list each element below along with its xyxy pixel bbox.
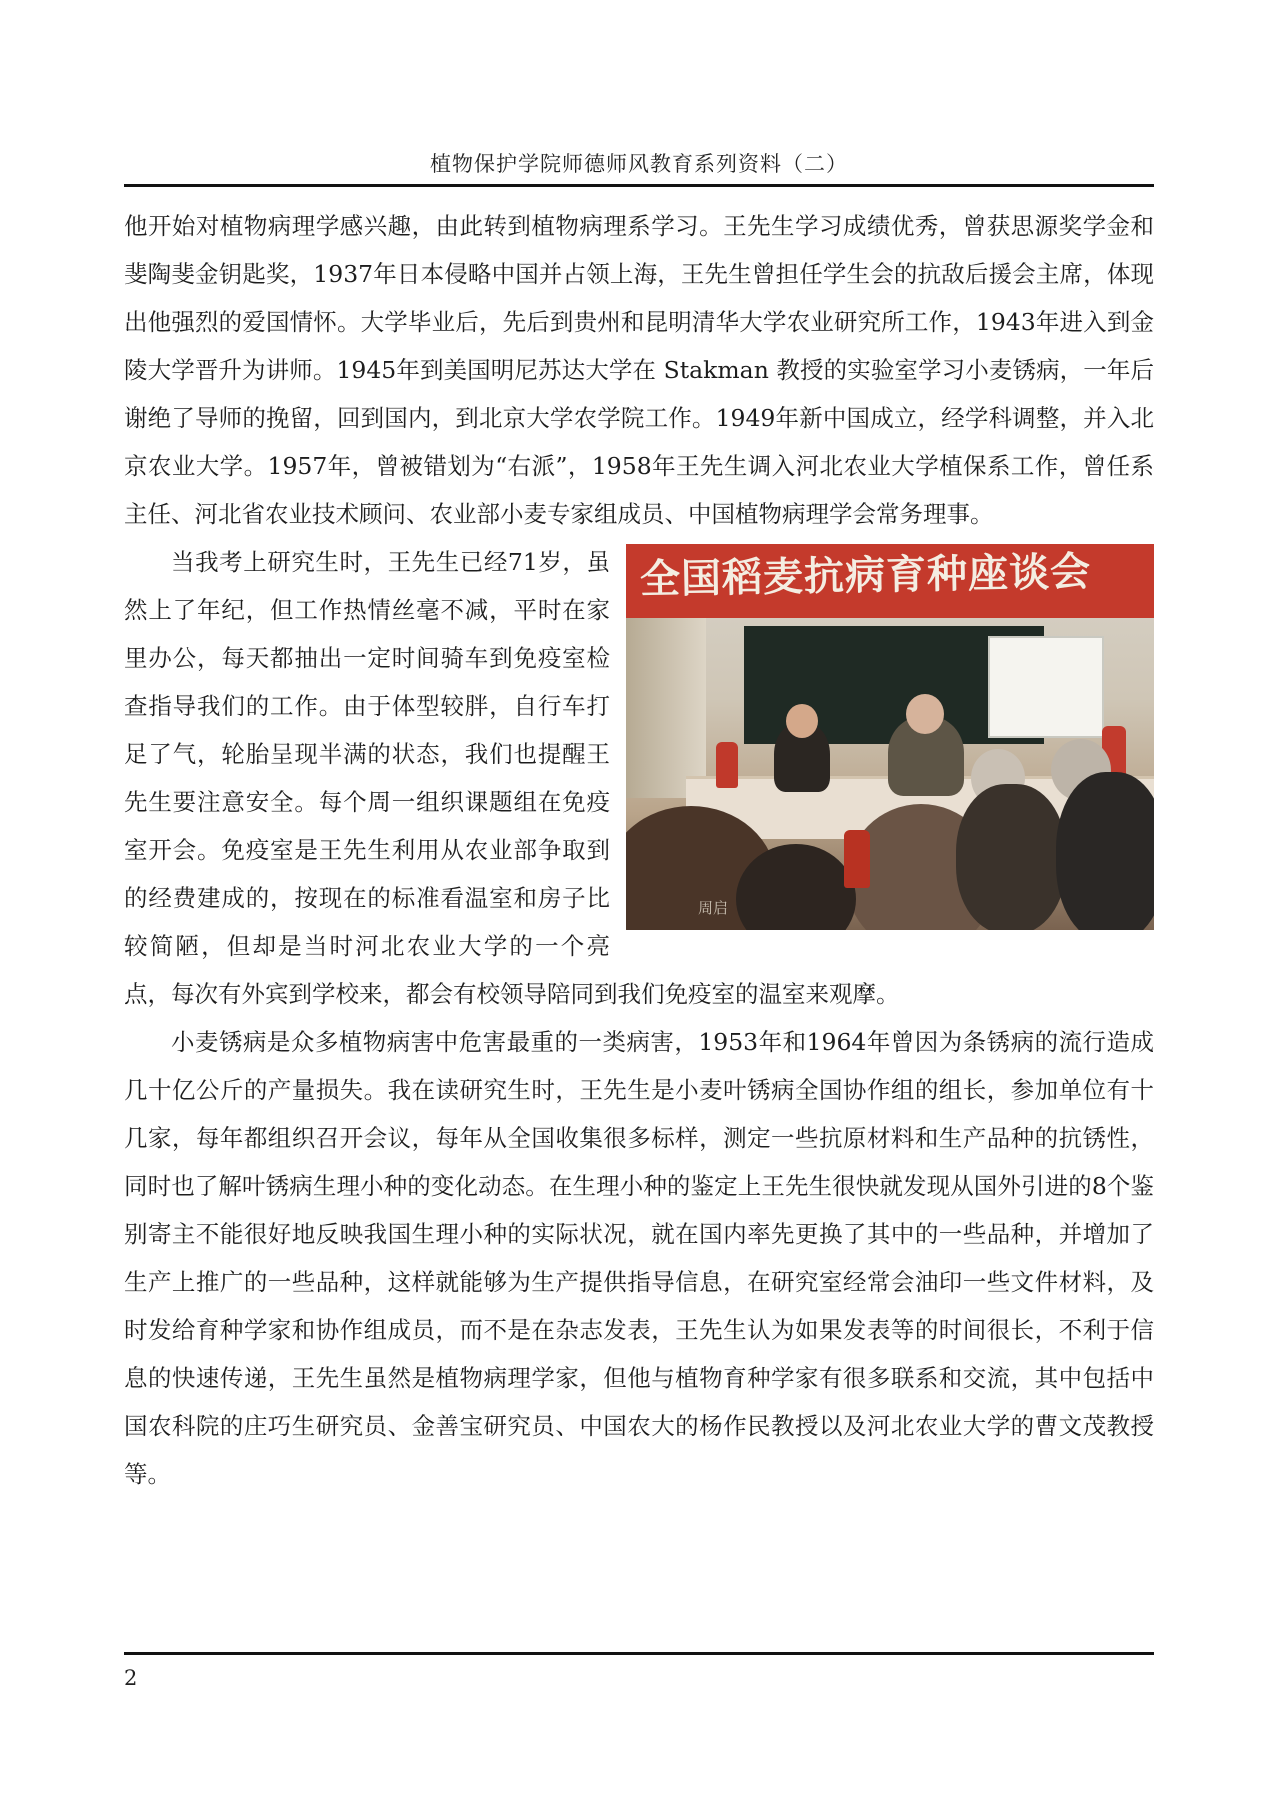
photo-wall: [626, 618, 706, 798]
photo-thermos: [716, 742, 738, 788]
paragraph-2-with-photo: [124, 538, 1154, 1018]
photo-audience: [1056, 772, 1154, 930]
footer-rule: [124, 1652, 1154, 1655]
photo-person-head: [906, 694, 944, 734]
body-text: [124, 202, 1154, 1498]
photo-thermos: [844, 830, 870, 888]
photo-audience: [956, 784, 1066, 930]
photo-signature: 周启: [698, 899, 729, 917]
paragraph-3: 小麦锈病是众多植物病害中危害最重的一类病害，1953年和1964年曾因为条锈病的流行造成几十亿公斤的产量损失。我在读研究生时，王先生是小麦叶锈病全国协作组的组长，参加单位有十几家，每年都组织召开会议，每年从全国收集很多标样，测定一些抗原材料和生产品种的抗锈性，同时也了解叶锈病生理小种的变化动态。在生理小种的鉴定上王先生很快就发现从国外引进的8个鉴别寄主不能很好地反映我国生理小种的实际状况，就在国内率先更换了其中的一些品种，并增加了生产上推广的一些品种，这样就能够为生产提供指导信息，在研究室经常会油印一些文件材料，及时发给育种学家和协作组成员，而不是在杂志发表，王先生认为如果发表等的时间很长，不利于信息的快速传递，王先生虽然是植物病理学家，但他与植物育种学家有很多联系和交流，其中包括中国农科院的庄巧生研究员、金善宝研究员、中国农大的杨作民教授以及河北农业大学的曹文茂教授等。: [124, 1028, 1154, 1488]
photo-banner-text: 全国稻麦抗病育种座谈会: [639, 549, 1092, 603]
paragraph-2: 当我考上研究生时，王先生已经71岁，虽然上了年纪，但工作热情丝毫不减，平时在家里办公，每天都抽出一定时间骑车到免疫室检查指导我们的工作。由于体型较胖，自行车打足了气，轮胎呈现半满的状态，我们也提醒王先生要注意安全。每个周一组织课题组在免疫室开会。免疫室是王先生利用从农业部争取到的经费建成的，按现在的标准看温室和房子比较简陋，但却是当时河北农业大学的一个亮点，每次有外宾到学校来，都会有校领导陪同到我们免疫室的温室来观摩。: [124, 548, 900, 1008]
photo-person-head: [786, 704, 818, 738]
page-header-title: 植物保护学院师德师风教育系列资料（二）: [430, 152, 848, 176]
header-rule: [124, 184, 1154, 187]
meeting-photo: [626, 544, 1154, 930]
photo-projection-screen: [988, 636, 1104, 738]
page-number: 2: [124, 1666, 138, 1690]
paragraph-1: 他开始对植物病理学感兴趣，由此转到植物病理系学习。王先生学习成绩优秀，曾获思源奖学金和斐陶斐金钥匙奖，1937年日本侵略中国并占领上海，王先生曾担任学生会的抗敌后援会主席，体现出他强烈的爱国情怀。大学毕业后，先后到贵州和昆明清华大学农业研究所工作，1943年进入到金陵大学晋升为讲师。1945年到美国明尼苏达大学在 Stakman 教授的实验室学习小麦锈病，一年后谢绝了导师的挽留，回到国内，到北京大学农学院工作。1949年新中国成立，经学科调整，并入北京农业大学。1957年，曾被错划为“右派”，1958年王先生调入河北农业大学植保系工作，曾任系主任、河北省农业技术顾问、农业部小麦专家组成员、中国植物病理学会常务理事。: [124, 212, 1154, 528]
